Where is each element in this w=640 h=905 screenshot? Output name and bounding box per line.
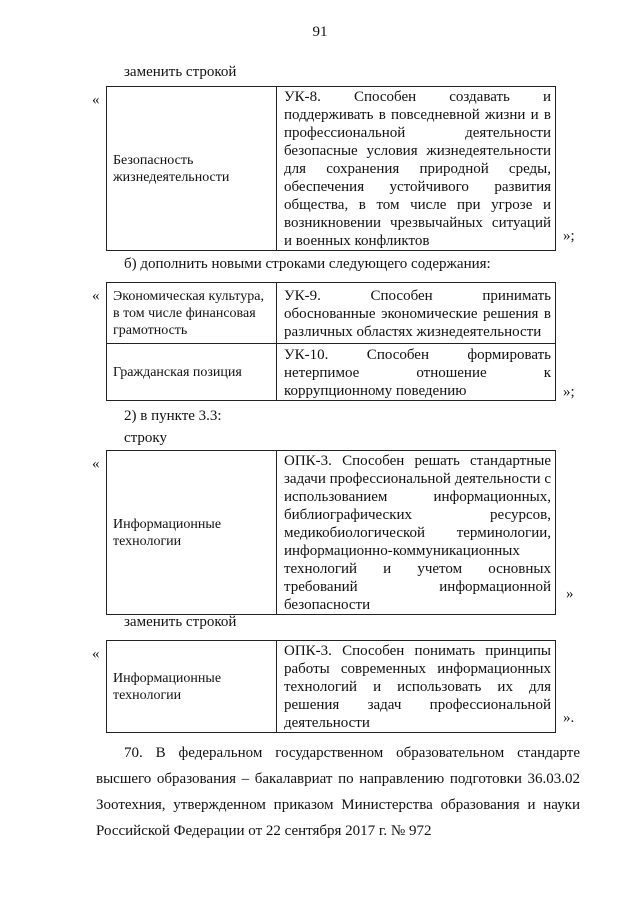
close-quote: »: [566, 586, 574, 602]
close-quote: »;: [563, 228, 575, 244]
row-label: строку: [124, 430, 167, 446]
paragraph-70: 70. В федеральном государственном образовательном стандарте высшего образования – бакалавриат по направлению подготовки 36.03.02 Зоотехния, утвержденном приказом Министерства образования и науки Российской Федерации от 22 сентября 2017 г. № 972: [96, 745, 580, 839]
competence-cell: ОПК-3. Способен понимать принципы работы современных информационных технологий и использовать их для решения задач профессиональной деятельности: [277, 641, 556, 733]
open-quote: «: [92, 646, 100, 662]
discipline-cell: Безопасность жизнедеятельности: [107, 87, 277, 251]
item-3-3-label: 2) в пункте 3.3:: [124, 408, 222, 424]
competence-cell: ОПК-3. Способен решать стандартные задачи профессиональной деятельности с использованием информационных, библиографических ресурсов, медикобиологической терминологии, информационно-коммуникационных технологий и учетом основных требований информационной безопасности: [277, 451, 556, 615]
discipline-cell: Гражданская позиция: [107, 344, 277, 401]
table-uk8: [106, 86, 556, 251]
table-opk3-new: [106, 640, 556, 733]
replace-with-row-label: заменить строкой: [124, 64, 237, 80]
discipline-cell: Информационные технологии: [107, 451, 277, 615]
replace-with-row-label: заменить строкой: [124, 614, 237, 630]
table-row: [107, 344, 556, 401]
close-quote: »;: [563, 384, 575, 400]
add-rows-label: б) дополнить новыми строками следующего содержания:: [124, 256, 491, 272]
competence-cell: УК-8. Способен создавать и поддерживать в повседневной жизни и в профессиональной деятельности безопасные условия жизнедеятельности для сохранения природной среды, обеспечения устойчивого развития общества, в том числе при угрозе и возникновении чрезвычайных ситуаций и военных конфликтов: [277, 87, 556, 251]
table-row: [107, 641, 556, 733]
discipline-cell: Информационные технологии: [107, 641, 277, 733]
open-quote: «: [92, 456, 100, 472]
table-row: [107, 283, 556, 344]
competence-cell: УК-9. Способен принимать обоснованные экономические решения в различных областях жизнедеятельности: [277, 283, 556, 344]
table-opk3-old: [106, 450, 556, 615]
page-number: 91: [312, 24, 328, 40]
open-quote: «: [92, 288, 100, 304]
close-quote: ».: [563, 710, 575, 726]
open-quote: «: [92, 92, 100, 108]
competence-cell: УК-10. Способен формировать нетерпимое отношение к коррупционному поведению: [277, 344, 556, 401]
discipline-cell: Экономическая культура, в том числе финансовая грамотность: [107, 283, 277, 344]
table-uk9-uk10: [106, 282, 556, 401]
table-row: [107, 451, 556, 615]
table-row: [107, 87, 556, 251]
